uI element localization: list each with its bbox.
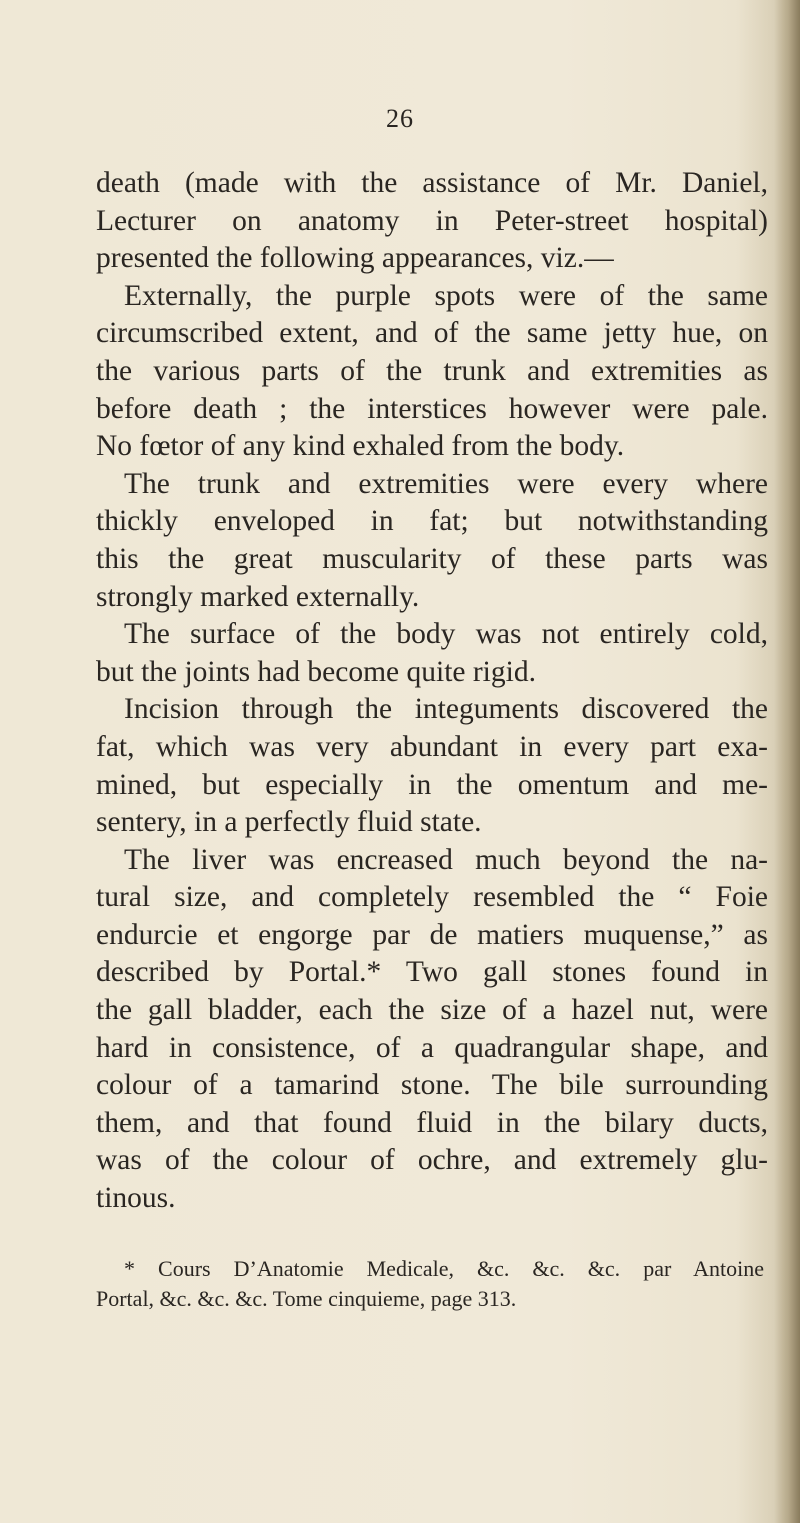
text-line: sentery, in a perfectly fluid state.	[96, 806, 482, 839]
text-line: tinous.	[96, 1182, 176, 1215]
text-line: colour of a tamarind stone. The bile surrounding	[96, 1069, 768, 1102]
text-line: strongly marked externally.	[96, 580, 420, 613]
text-line: the various parts of the trunk and extremities as	[96, 354, 768, 387]
text-line: circumscribed extent, and of the same jetty hue, on	[96, 317, 768, 350]
text-line: was of the colour of ochre, and extremely glu-	[96, 1144, 768, 1177]
text-line: No fœtor of any kind exhaled from the body.	[96, 430, 625, 463]
footnote-line: Portal, &c. &c. &c. Tome cinquieme, page 313.	[96, 1286, 517, 1311]
text-line: the gall bladder, each the size of a hazel nut, were	[96, 994, 768, 1027]
page-spine-shadow	[774, 0, 800, 1523]
footnote	[96, 1254, 764, 1314]
text-line: but the joints had become quite rigid.	[96, 655, 536, 688]
text-line: Externally, the purple spots were of the same	[124, 279, 768, 312]
text-line: thickly enveloped in fat; but notwithstanding	[96, 505, 768, 538]
text-line: Incision through the integuments discovered the	[124, 693, 768, 726]
text-line: before death ; the interstices however were pale.	[96, 392, 768, 425]
text-line: Lecturer on anatomy in Peter-street hospital)	[96, 204, 768, 237]
text-line: mined, but especially in the omentum and me-	[96, 768, 768, 801]
page-number: 26	[386, 104, 414, 133]
text-line: death (made with the assistance of Mr. Daniel,	[96, 167, 768, 199]
footnote-line: * Cours D’Anatomie Medicale, &c. &c. &c. par Antoine	[124, 1256, 764, 1281]
text-line: The trunk and extremities were every where	[124, 467, 768, 500]
text-line: tural size, and completely resembled the “ Foie	[96, 881, 768, 914]
text-line: hard in consistence, of a quadrangular shape, and	[96, 1031, 768, 1064]
text-line: described by Portal.* Two gall stones found in	[96, 956, 768, 989]
text-line: The surface of the body was not entirely cold,	[124, 618, 768, 651]
text-line: them, and that found fluid in the bilary ducts,	[96, 1106, 768, 1139]
text-line: this the great muscularity of these parts was	[96, 542, 768, 575]
text-line: endurcie et engorge par de matiers muquense,” as	[96, 918, 768, 951]
text-line: presented the following appearances, viz.—	[96, 242, 614, 275]
text-line: fat, which was very abundant in every part exa-	[96, 730, 768, 763]
body-text	[96, 165, 768, 1218]
text-line: The liver was encreased much beyond the na-	[124, 843, 768, 876]
